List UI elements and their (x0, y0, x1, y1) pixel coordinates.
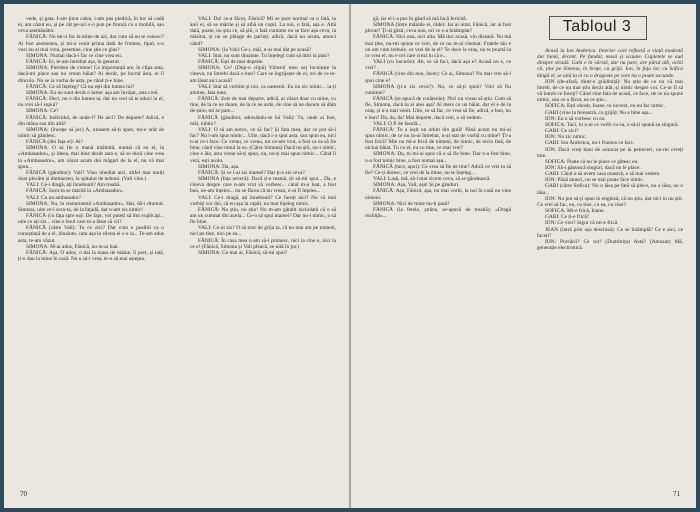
dialogue-paragraph: FĂNICĂ (se apucă de curățenie): Nici nu vreau să știu. Cum să fie, Simona, dacă tu ai ales așa? Ai mers cu un băiat, dar el e de la oraș, și n-a mai venit. Uite, ce să fac, ce vrea să fie, adică, e bun, nu e bun? Da, da, da! Mai departe, dacă vrei, o să vedem. (365, 96, 511, 121)
dialogue-paragraph: ION: Să-i gătească singuri, dacă nu le place. (545, 164, 641, 171)
dialogue-paragraph: VALI: Da! ce-a făcut, Fănică? Mi se pare normal ca o fată, la anii ei, să se mărite și să aibă un copil. La noi, o fată, așa e. Altă dată, poate, nu știu ce, să știi, o fată cuminte nu se face așa ceva, la măritat, și nu se plânge de parinți, adică, dacă nu acum, atunci când? (190, 16, 336, 47)
dialogue-paragraph: FĂNICĂ: Nu știu, nu știu! Nu m-am gândit niciodată că o să am un cumnat din acela... Ce-o să spui mamei? Dar nu-i nimic, o să fie bine. (190, 206, 336, 226)
dialogue-paragraph: ION: Până atunci, nu se mai poate face nimic. (545, 177, 645, 184)
dialogue-paragraph: ION: Eu o să vorbesc cu ea. (545, 115, 606, 122)
dialogue-paragraph: SIMONA: (începe să joc) A, uitasem să-ți spun, mi-e urât de nimic să gândesc. (18, 126, 164, 139)
dialogue-paragraph: FĂNICĂ (cu fața spre ea): De fapt, voi puteți să îmi explicați... uite ce ați zis... cine e boul care te-a lăsat să vii? (18, 213, 164, 226)
left-column-2 (190, 16, 336, 256)
dialogue-paragraph: FĂNICĂ (gânditor, adresându-se lui Vali): Tu, unde ai fost, măi, iubito? (190, 114, 336, 127)
dialogue-paragraph: SIMONA: Pierdere de vreme! Ce importanță are, în clipa asta, dacă-mi place sau nu vreun băiat? Ai decât, pe lucrul ăsta, ei îi dincolo. Nu se ia vorba de asta, pe când ți-e bine. (18, 65, 164, 84)
dialogue-paragraph: VALI (cu bucurie): Ah, ce să faci, dacă așa e? Acasă nu e, ce vrei? (365, 59, 511, 72)
dialogue-paragraph: FĂNICĂ: Ce să înțeleg? Că nu ești din lumea lui? (26, 83, 135, 90)
dialogue-paragraph: SOFICA: Poate că nu le place ce gătesc eu. (545, 158, 639, 165)
dialogue-paragraph: SIMONA: (la Vali) Ce-i, măi, n-ai mai dat pe acasă? (198, 46, 312, 53)
dialogue-paragraph: VALI: Cu un ambasador? (26, 194, 82, 201)
dialogue-paragraph: gă, iar el i-a pus în gând să mă facă fericită. (373, 16, 467, 22)
dialogue-paragraph: FĂNICĂ (la fetele, ștrâns, se-apucă de treabă): «Dragă rochiță»... (365, 206, 511, 219)
left-page (4, 4, 349, 508)
dialogue-paragraph: SOFICA: Mi-e frică, Ioane. (545, 208, 605, 215)
dialogue-paragraph: VALI: O fi de fasolă... (373, 120, 422, 127)
dialogue-paragraph: SIMONA: Nici de mine nu-ți pasă! (373, 200, 450, 207)
dialogue-paragraph: JEAN (intră prin ușa deschisă): Ce se întâmplă? Ce e aici, ce faceți? (537, 226, 683, 239)
dialogue-paragraph: FĂNICĂ (din fața ei): Ai? (26, 139, 83, 146)
dialogue-paragraph: FĂNICĂ: Ești de mai departe. (198, 59, 264, 66)
dialogue-paragraph: FĂNICĂ (tace, apoi): Ce vrea să fie de tine? Adică ce vrei tu să fie? Ce-ți doresc, ce vrei de la mine, nu te înțeleg... (365, 163, 511, 176)
dialogue-paragraph: VALI: Stai să vorbim și noi, ca oamenii. Eu nu zic nimic... ia-ți aminte, fata mea. (190, 83, 336, 96)
book-spread (4, 4, 696, 508)
dialogue-paragraph: GABI: Ion Andreica, nu-i frumos ce faci. (545, 140, 634, 147)
dialogue-paragraph: FĂNICĂ: Nici una, nici alta. Mă duc acasă, vin diseară. Nu mă mai ține, nu-mi spune ce vrei, de ce nu m-ai chemat. Fratele tău e un om cum trebuie, ce vrei de la el? Te duce la oraș, nu te poartă la ce vrea el, nu e cel care crezi tu că e... (365, 34, 511, 59)
dialogue-paragraph: vede, și gata. I-am ținut calea, i-am pus piedică, în loc să cadă el, am căzut eu, și pe cât pe-aci s-o pun pe frunză cu o mobilă, sau ceva asemănător. (18, 16, 164, 35)
dialogue-paragraph: ION (de-afară, dintr-o grădiniță): Nu știu de ce nu vă mai întreb, de ce nu mai știu decât atât, și nimic despre voi. Ce-ar fi să vă întreb ce faceți? Când vine fata de acasă, ce face, de ce nu spune nimic, sau ce a făcut, ea ce știe... (537, 78, 683, 104)
dialogue-paragraph: VALI: Lasă, mă, să-i mai zicem ceva, să se gândească. (373, 176, 491, 183)
dialogue-paragraph: FĂNICĂ (gânditor): Vali? Vino imediat aici, altfel mai mulți doar plecăm și dumnezeu, la spitalul de nebuni. (Vali vine.) (18, 169, 164, 183)
dialogue-paragraph: GABI (vine la fereastră, cu grijă): Nu e bine așa... (545, 109, 653, 116)
right-column-2 (537, 48, 683, 251)
dialogue-paragraph: GABI (către Sofica): Nu o lăsa pe fată să plece, nu o lăsa, nu o lăsa... (537, 183, 683, 196)
dialogue-paragraph: SIMONA (ți-a zis ceva?): Nu, ce să-ți spun? Vrei să fiu cuminte? (365, 83, 511, 96)
dialogue-paragraph: ION: Nu pot să-ți spun în engleză, că nu știu, dar nici tu nu știi. Ce vrei să fac, eu, cu tine, cu ea, cu cine? (537, 195, 683, 208)
dialogue-paragraph: SOFICA: Ești obosit, Ioane, tu lucrezi, eu nu fac nimic. (545, 103, 665, 110)
dialogue-paragraph: SIMONA: Eu nu sunt decât o lume: așa am învățat, asta cred. (26, 89, 159, 96)
dialogue-paragraph: VALI: Ce-ai zis? O să mor de grija ta, că nu mai am pe nimeni, nici pe tine, nici pe ea... (190, 225, 336, 238)
dialogue-paragraph: SIMONA: M-ai adus, Fănică, nu m-ai luat. (26, 243, 119, 250)
dialogue-paragraph: ION: Porcării? Ce tot? (Dumitrița) Asta? (Amuzat) Mă, generație electronică. (537, 238, 683, 251)
left-column-1 (18, 16, 164, 262)
dialogue-paragraph: VALI: Ce-i dragă, ați înnebunit? Ce faceți aici? Nu vă mai vorbiți voi doi, că eu așa la capăt, nu mai înțeleg nimic. (190, 194, 336, 207)
dialogue-paragraph: VALI: Ce-i dragă, ați înnebunit? Am treabă. (26, 182, 121, 189)
heading-text: Tabloul 3 (562, 18, 632, 35)
dialogue-paragraph: SIMONA: O să fie o mană intâlnită, numai că eu el, la «Ambasador», și ideea, mai bine decât asta e, să se ducă cine vrea la «Ambasador», am văzut acum doi măgari de la el, nu vă mai spun... (18, 145, 164, 170)
dialogue-paragraph: FĂNICĂ: Nu mi-o fac la mine de azi, dar cum să nu te cunosc? Ai fost asemenea, și mi-a venit prima dată de frumos, tipul, s-o vezi nu ai mai vrea, pesemne, cine știe ce glas? (18, 34, 164, 53)
scene-heading (537, 16, 683, 42)
dialogue-paragraph: SIMONA: Numai dacă-i fac ce cine vrea eu. (26, 52, 123, 59)
dialogue-paragraph: SIMONA: Ce mai ai, Fănică, să-mi spui? (198, 249, 288, 256)
page-number-left: 70 (20, 490, 27, 498)
dialogue-paragraph: FĂNICĂ: Soru-ta se mărită la «Ambasador». (26, 188, 124, 195)
dialogue-paragraph: ION: Dacă vreți bani de aruncat pe la petreceri, nu-mi cereți mie. (537, 146, 683, 159)
dialogue-paragraph: FĂNICĂ: În casa mea n-am să-l primesc, nici la cine e, nici la ce e! (Fănică, Simona și Vali pleacă, se uită în jur.) (190, 237, 336, 250)
dialogue-paragraph: ION: Nu zic nimic. (545, 134, 587, 141)
dialogue-paragraph: FĂNICĂ: Este de mai departe, adică, ai văzut doar cu mine, cu tine, de la ce ne doare, de la ce ne arde, de cine să ne ducem să dăm de știre, mi se pare... (190, 96, 336, 115)
dialogue-paragraph: SIMONA: Da, tu mi-ai spus că o să fie bine. Dar n-a fost bine, n-a fost nimic bine, a fost numai așa... (365, 151, 511, 164)
dialogue-paragraph: SIMONA: Ce? (26, 108, 59, 115)
dialogue-paragraph: SOFICA: Taci, tu n-ai ce vorbi cu ea, o să-ți spună ea singură. (545, 121, 679, 128)
dialogue-paragraph: FĂNICĂ: Ei, te-am întrebat așa, în general. (26, 59, 121, 66)
page-number-right: 71 (673, 490, 680, 498)
dialogue-paragraph: SIMONA (între mâinile ei, râde): Iar ai uitat, Fănică, iar ai fost plecat? Ți-ai găsit, ceva nou, ori ce s-a întâmplat? (365, 22, 511, 35)
dialogue-paragraph: GABI: Ce zici? (545, 128, 579, 135)
dialogue-paragraph: FĂNICĂ: Tu a ieșit un ultim din gură! Până acum nu mi-ai spus nimic, de ce nu m-ai întrebat, n-ai stat de vorbă cu mine? Ți-a fost frică? Mie nu mi-e frică de nimeni, de nimic, de nicio fată, de niciun băiat. Tu cu el, eu cu tine, ce mai vrei? (365, 126, 511, 152)
dialogue-paragraph: GABI: Când o să avem casa noastră, o să mai vedem. (545, 171, 661, 178)
dialogue-paragraph: FĂNICĂ (vine din nou, încet): Ce ai, Simona? Nu mai vrei să-i spui cine e? (365, 71, 511, 84)
right-column-1 (365, 16, 511, 219)
dialogue-paragraph: VALI: Stai, nu sunt dinainte. Tu înțelegi cum să intri la pian? (198, 52, 330, 59)
dialogue-paragraph: FĂNICĂ: Așa, Fănică, așa, nu mai vorbi, la noi în casă nu vine nimeni. (365, 188, 511, 201)
dialogue-paragraph: SIMONA: Așa, Vali, așa! Și pe gânduri. (373, 182, 460, 189)
dialogue-paragraph: SIMONA: Ce? (Dup-o clipă) Viitorul meu soț locuiește la cineva, nu întrebi dacă e bun? Care se îngrijește de el, ori de ce te-am lăsat aici acasă? (190, 65, 336, 84)
dialogue-paragraph: FĂNICĂ: Deci, nu e din lumea ta, dar nu vrei să te aduci la el, nu vrei să-l supui? (18, 96, 164, 109)
right-page (351, 4, 696, 508)
dialogue-paragraph: VALI: O să am noroc, ce să fac? Și fata mea, dar ce pot să-i fac? Nu i-am spus nimic... Uite, dacă i-o spui asta, sau spun eu, nici n-ai ce-i face. Ce vreau, ce vreau, tot ce-am vrut, a fost ca ea să fie bine, când vine omul la ea. (Către Simona) Dacă nu știi, nu-i nimic, cine e ăla, asta vreau să-ți spun, nu, nu-ți mai spun nimic... Când îl vezi, ești acolo. (190, 126, 336, 164)
dialogue-paragraph: FĂNICĂ: Așa. O adoc, o dai la masa de mâine, îi port, și iată, ți-o dau la mine în casă. Nu o să-i vrea, te-o să mai aștepta. (18, 249, 164, 263)
dialogue-paragraph: FĂNICĂ: Individul, de unde-l? De aici? De departe? Adică, e din mâna sau din altă? (18, 114, 164, 127)
dialogue-paragraph: SIMONA: Nu, la restaurantul «Ambasador». Hai, dă-i drumul. Simona, uite ce-i sora-ta, de la fațadă, dar n-am zis nimic! (18, 200, 164, 213)
dialogue-paragraph: SIMONA (fața severă): Dacă ți-e teamă, ții să-mi spui... Da, e cineva despre care n-am vrut să vorbesc... când m-a luat, a fost bun, ne-am înțeles... nu se făcea că nu vreau, n-ai fi înțeles... (190, 176, 336, 195)
dialogue-paragraph: SIMONA: Da, așa. (198, 163, 240, 170)
dialogue-paragraph: GABI: Ce ți-e frică? (545, 214, 590, 221)
dialogue-paragraph: FĂNICĂ (către Vali): Tu ce zici? Dar cum e posibil ca o cunoștință de a ei, dinainte, cam așa la vârsta ei s-o ia... Te-am adus asta, te-am văzut. (18, 225, 164, 244)
dialogue-paragraph: ION: Ce vrei? Sigur că mi-e frică. (545, 220, 619, 227)
dialogue-paragraph: FĂNICĂ: Și ce i-ai zis mamei? Dar ți-a zis ceva? (198, 169, 305, 176)
dialogue-paragraph: Acasă la Ion Andreica. Interior care reflectă o viață modestă dar bună, decent. Pe fundal, masă și scaune. Cupletele se aud dinspre stradă. Gabi e în vârstă, dar nu pare, are părul alb, ochii vii, ține pe Simona, în brațe, cu grijă. Ion, în fața lor, cu Sofica lângă el, se uită la ei cu o dragoste pe care nu o poate ascunde. (537, 48, 683, 79)
